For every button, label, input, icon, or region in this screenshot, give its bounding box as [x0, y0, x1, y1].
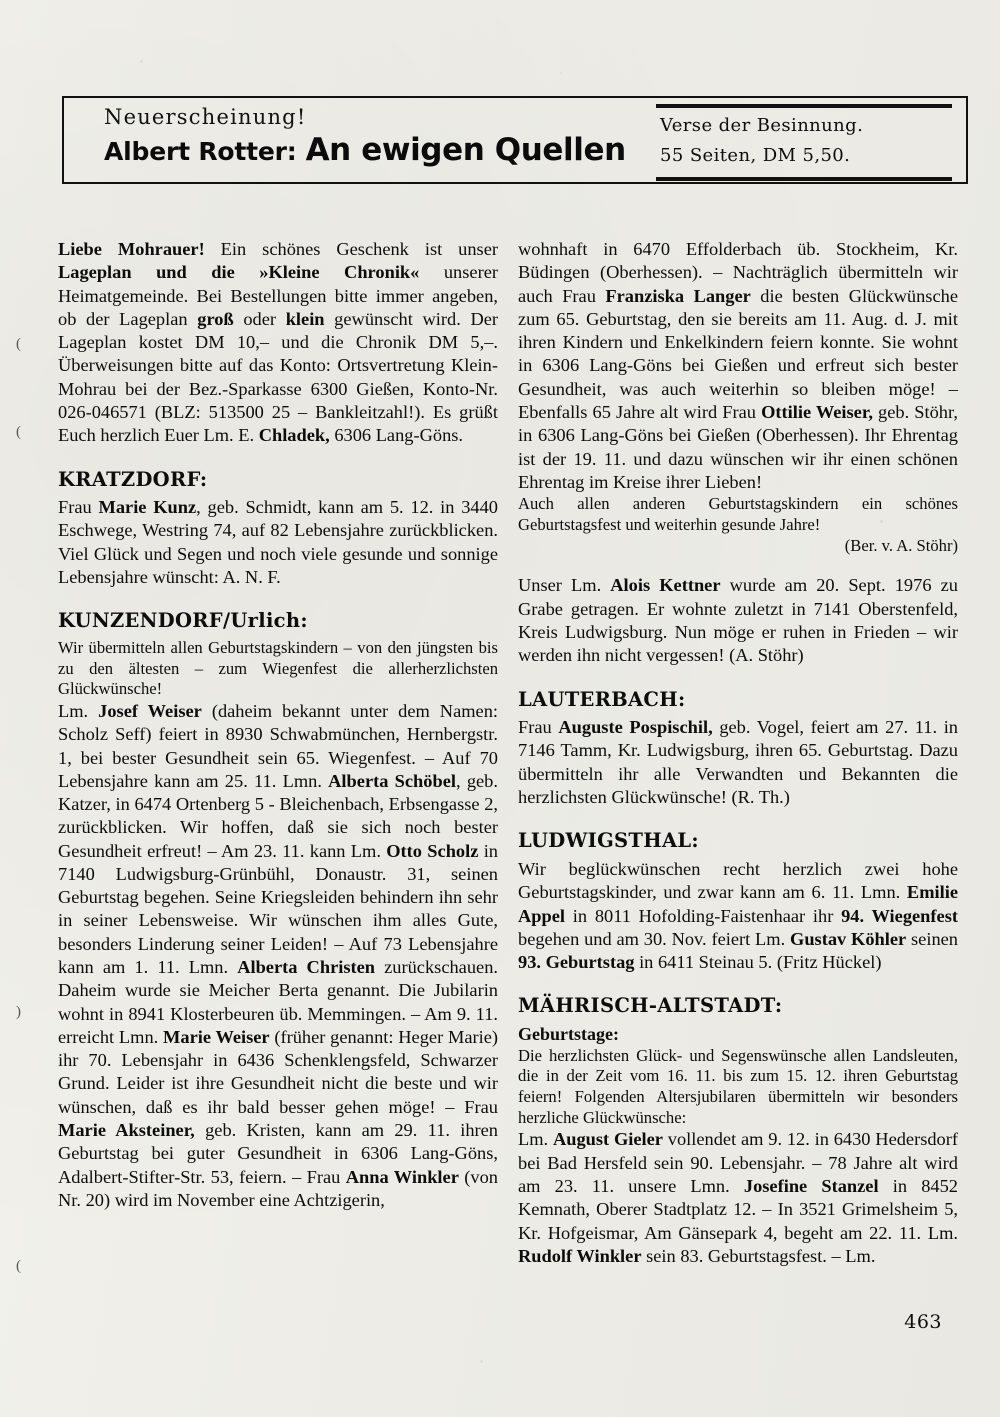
- kz-t6: (früher genannt: Heger Marie) ihr 70. Lebensjahr in 6436 Schenklengsfeld, Schwarzer Grund. Leider ist ihre Gesundheit nicht die beste und wir wünschen, daß es ihr bald besser gehen möge! – Frau: [58, 1026, 499, 1117]
- maehrisch-small-note: Die herzlichsten Glück- und Segenswünsche allen Landsleuten, die in der Zeit vom 16. 11. bis zum 15. 12. ihren Geburtstag feiern! Folgenden Altersjubilaren übermitteln wir besonders herzliche Glückwünsche:: [518, 1045, 958, 1127]
- intro-text-5: 6306 Lang-Göns.: [329, 425, 464, 446]
- ob-t2: wurde am 20. Sept. 1976 zu Grabe getragen. Er wohnte zuletzt in 7141 Oberstenfeld, Kreis Ludwigsburg. Nun möge er ruhen in Frieden – wir werden ihn nicht vergessen! (A. Stöhr): [518, 575, 958, 666]
- intro-text-3: oder: [233, 308, 286, 329]
- rc-b2: Ottilie Weiser,: [761, 401, 873, 422]
- section-heading-ludwigsthal: LUDWIGSTHAL:: [518, 829, 699, 853]
- ob-t1: Unser Lm.: [518, 575, 611, 596]
- kz-b1: Josef Weiser: [98, 700, 202, 721]
- lw-t3: begehen und am 30. Nov. feiert Lm.: [518, 928, 791, 949]
- edge-mark: ): [16, 1004, 21, 1020]
- intro-text-4: gewünscht wird. Der Lageplan kostet DM 10,– und die Chronik DM 5,–. Überweisungen bitte auf das Konto: Ortsvertretung Klein-Mohrau bei der Bez.-Sparkasse 6300 Gießen, Konto-Nr. 026-046571 (BLZ: 513500 25 – Bankleitzahl!). Es grüßt Euch herzlich Euer Lm. E.: [58, 308, 499, 446]
- continuation-small-note: Auch allen anderen Geburtstagskindern ein schönes Geburtstagsfest und weiterhin gesunde Jahre!: [518, 494, 958, 534]
- rc-t2: die besten Glückwünsche zum 65. Geburtstag, den sie bereits am 11. Aug. d. J. mit ihren Kindern und Enkelkindern feiern konnte. Sie wohnt in 6306 Lang-Göns bei Gießen und erfreut sich bester Gesundheit, was auch weiterhin so bleiben möge! – Ebenfalls 65 Jahre alt wird Frau: [518, 285, 958, 422]
- edge-mark: (: [16, 1258, 21, 1274]
- section-heading-kunzendorf: KUNZENDORF/Urlich:: [58, 609, 308, 633]
- ma-t4: sein 83. Geburtstagsfest. – Lm.: [641, 1245, 876, 1266]
- obituary-paragraph: [518, 574, 958, 667]
- subheading-geburtstage: Geburtstage:: [518, 1024, 619, 1045]
- intro-text-2: unserer Heimatgemeinde. Bei Bestellungen bitte immer angeben, ob der Lageplan: [58, 262, 498, 329]
- kz-t4: in 7140 Ludwigsburg-Grünbühl, Donaustr. 31, seinen Geburtstag begehen. Seine Kriegsleiden behindern ihn sehr in seiner Lebensweise. Wir wünschen ihm alles Gute, besonders Linderung seiner Leiden! – Auf 73 Lebensjahre kann am 1. 11. Lmn.: [58, 840, 498, 978]
- advertisement-box: [62, 96, 968, 184]
- lw-b3: Gustav Köhler: [790, 928, 907, 949]
- kz-t7: geb. Kristen, kann am 29. 11. ihren Geburtstag bei guter Gesundheit in 6306 Lang-Göns, Adalbert-Stifter-Str. 53, feiern. – Frau: [58, 1120, 498, 1187]
- kz-b5: Marie Weiser: [163, 1026, 270, 1047]
- ad-rule-bottom: [656, 177, 952, 181]
- ad-kicker: Neuerscheinung!: [104, 105, 307, 129]
- section-heading-maehrisch-altstadt: MÄHRISCH-ALTSTADT:: [518, 994, 783, 1018]
- kunzendorf-intro: Wir übermitteln allen Geburtstagskindern – von den jüngsten bis zu den ältesten – zum Wiegenfest die allerherzlichsten Glückwünsche!: [58, 637, 498, 699]
- lw-t1: Wir beglückwünschen recht herzlich zwei hohe Geburtstagskinder, und zwar kann am 6. 11. Lmn.: [518, 858, 958, 903]
- kz-t2: (daheim bekannt unter dem Namen: Scholz Seff) feiert in 8930 Schwabmünchen, Hernbergstr. 1, bei bester Gesundheit sein 65. Wiegenfest. – Auf 70 Lebensjahre kann am 25. 11. Lmn.: [58, 700, 499, 791]
- kunzendorf-paragraph: [58, 700, 498, 1212]
- ad-price: 55 Seiten, DM 5,50.: [660, 145, 851, 167]
- kratzdorf-text-2: , geb. Schmidt, kann am 5. 12. in 3440 Eschwege, Westring 74, auf 82 Lebensjahre zurückblicken. Viel Glück und Segen und noch viele gesunde und sonnige Lebensjahre wünscht: A. N. F.: [58, 497, 499, 588]
- intro-bold-1: Lageplan und die »Kleine Chronik«: [58, 262, 420, 283]
- lw-t5: in 6411 Steinau 5. (Fritz Hückel): [634, 952, 882, 973]
- right-column: [518, 238, 958, 1268]
- rc-b1: Franziska Langer: [605, 285, 751, 306]
- kz-b3: Otto Scholz: [386, 840, 479, 861]
- lw-t2: in 8011 Hofolding-Faistenhaar ihr: [565, 905, 842, 926]
- ma-b1: August Gieler: [552, 1129, 663, 1150]
- lauterbach-paragraph: [518, 716, 958, 809]
- paper-speckle: [140, 60, 143, 63]
- ad-book-title: An ewigen Quellen: [305, 132, 626, 169]
- ob-name: Alois Kettner: [610, 575, 721, 596]
- kz-t5: zurückschauen. Daheim wurde sie Meicher Berta genannt. Die Jubilarin wohnt in 8941 Klosterbeuren üb. Memmingen. – Am 9. 11. erreicht Lmn.: [58, 957, 498, 1047]
- ma-t1: Lm.: [518, 1129, 553, 1150]
- kz-t3: , geb. Katzer, in 6474 Ortenberg 5 - Bleichenbach, Erbsengasse 2, zurückblicken. Wir hoffen, daß sie sich noch bester Gesundheit erfreut! – Am 23. 11. kann Lm.: [58, 770, 498, 861]
- kz-b2: Alberta Schöbel: [328, 770, 456, 791]
- edge-mark: (: [16, 336, 21, 352]
- paper-speckle: [480, 1360, 483, 1363]
- rc-t1: wohnhaft in 6470 Effolderbach üb. Stockheim, Kr. Büdingen (Oberhessen). – Nachträglich übermitteln wir auch Frau: [518, 239, 958, 306]
- kz-t1: Lm.: [58, 700, 99, 721]
- lb-t2: geb. Vogel, feiert am 27. 11. in 7146 Tamm, Kr. Ludwigsburg, ihren 65. Geburtstag. Dazu übermitteln ihr alle Verwandten und Bekannten die herzlichsten Glückwünsche! (R. Th.): [518, 717, 959, 808]
- page-number: 463: [904, 1311, 942, 1333]
- kratzdorf-paragraph: [58, 496, 498, 589]
- ma-t3: in 8452 Kemnath, Oberer Stadtplatz 12. – In 3521 Grimelsheim 5, Kr. Hofgeismar, Am Gänsepark 4, begeht am 22. 11. Lm.: [518, 1175, 958, 1243]
- kratzdorf-name: Marie Kunz: [98, 497, 197, 518]
- lw-b4: 93. Geburtstag: [518, 952, 635, 973]
- intro-bold-3: klein: [285, 308, 325, 329]
- ad-title-row: [104, 132, 664, 168]
- kz-t8: (von Nr. 20) wird im November eine Achtzigerin,: [58, 1166, 498, 1210]
- lw-t4: seinen: [906, 928, 958, 949]
- ma-t2: vollendet am 9. 12. in 6430 Hedersdorf bei Bad Hersfeld sein 90. Lebensjahr. – 78 Jahre alt wird am 23. 11. unsere Lmn.: [518, 1129, 959, 1196]
- continuation-paragraph: [518, 238, 958, 494]
- ma-b3: Rudolf Winkler: [518, 1245, 642, 1266]
- section-heading-lauterbach: LAUTERBACH:: [518, 687, 686, 711]
- kz-b7: Anna Winkler: [345, 1166, 459, 1187]
- maehrisch-paragraph: [518, 1128, 958, 1268]
- section-heading-kratzdorf: KRATZDORF:: [58, 467, 208, 491]
- intro-bold-2: groß: [197, 308, 234, 329]
- kz-b4: Alberta Christen: [237, 957, 376, 978]
- kratzdorf-text-1: Frau: [58, 497, 99, 518]
- ma-b2: Josefine Stanzel: [743, 1175, 879, 1196]
- ad-subtitle: Verse der Besinnung.: [660, 115, 864, 136]
- rc-t3: geb. Stöhr, in 6306 Lang-Göns bei Gießen (Oberhessen). Ihr Ehrentag ist der 19. 11. und dazu wünschen wir ihr einen schönen Ehrentag im Kreise ihrer Lieben!: [518, 401, 958, 492]
- lb-t1: Frau: [518, 717, 559, 738]
- ludwigsthal-paragraph: [518, 858, 958, 974]
- ad-author: Albert Rotter:: [104, 137, 297, 167]
- ad-left-block: [104, 106, 664, 168]
- intro-lead: Liebe Mohrauer!: [58, 239, 205, 259]
- paper-speckle: [560, 72, 562, 74]
- edge-mark: (: [16, 424, 21, 440]
- lb-name: Auguste Pospischil,: [558, 717, 713, 738]
- intro-bold-4: Chladek,: [258, 425, 330, 446]
- kz-b6: Marie Aksteiner,: [58, 1120, 195, 1140]
- ad-right-block: [656, 104, 956, 181]
- intro-paragraph: [58, 238, 498, 448]
- lw-b1: Emilie Appel: [518, 882, 958, 926]
- left-column: [58, 238, 498, 1212]
- lw-b2: 94. Wiegenfest: [841, 905, 958, 926]
- intro-text-1: Ein schönes Geschenk ist unser: [204, 239, 499, 259]
- report-signature: (Ber. v. A. Stöhr): [844, 536, 958, 556]
